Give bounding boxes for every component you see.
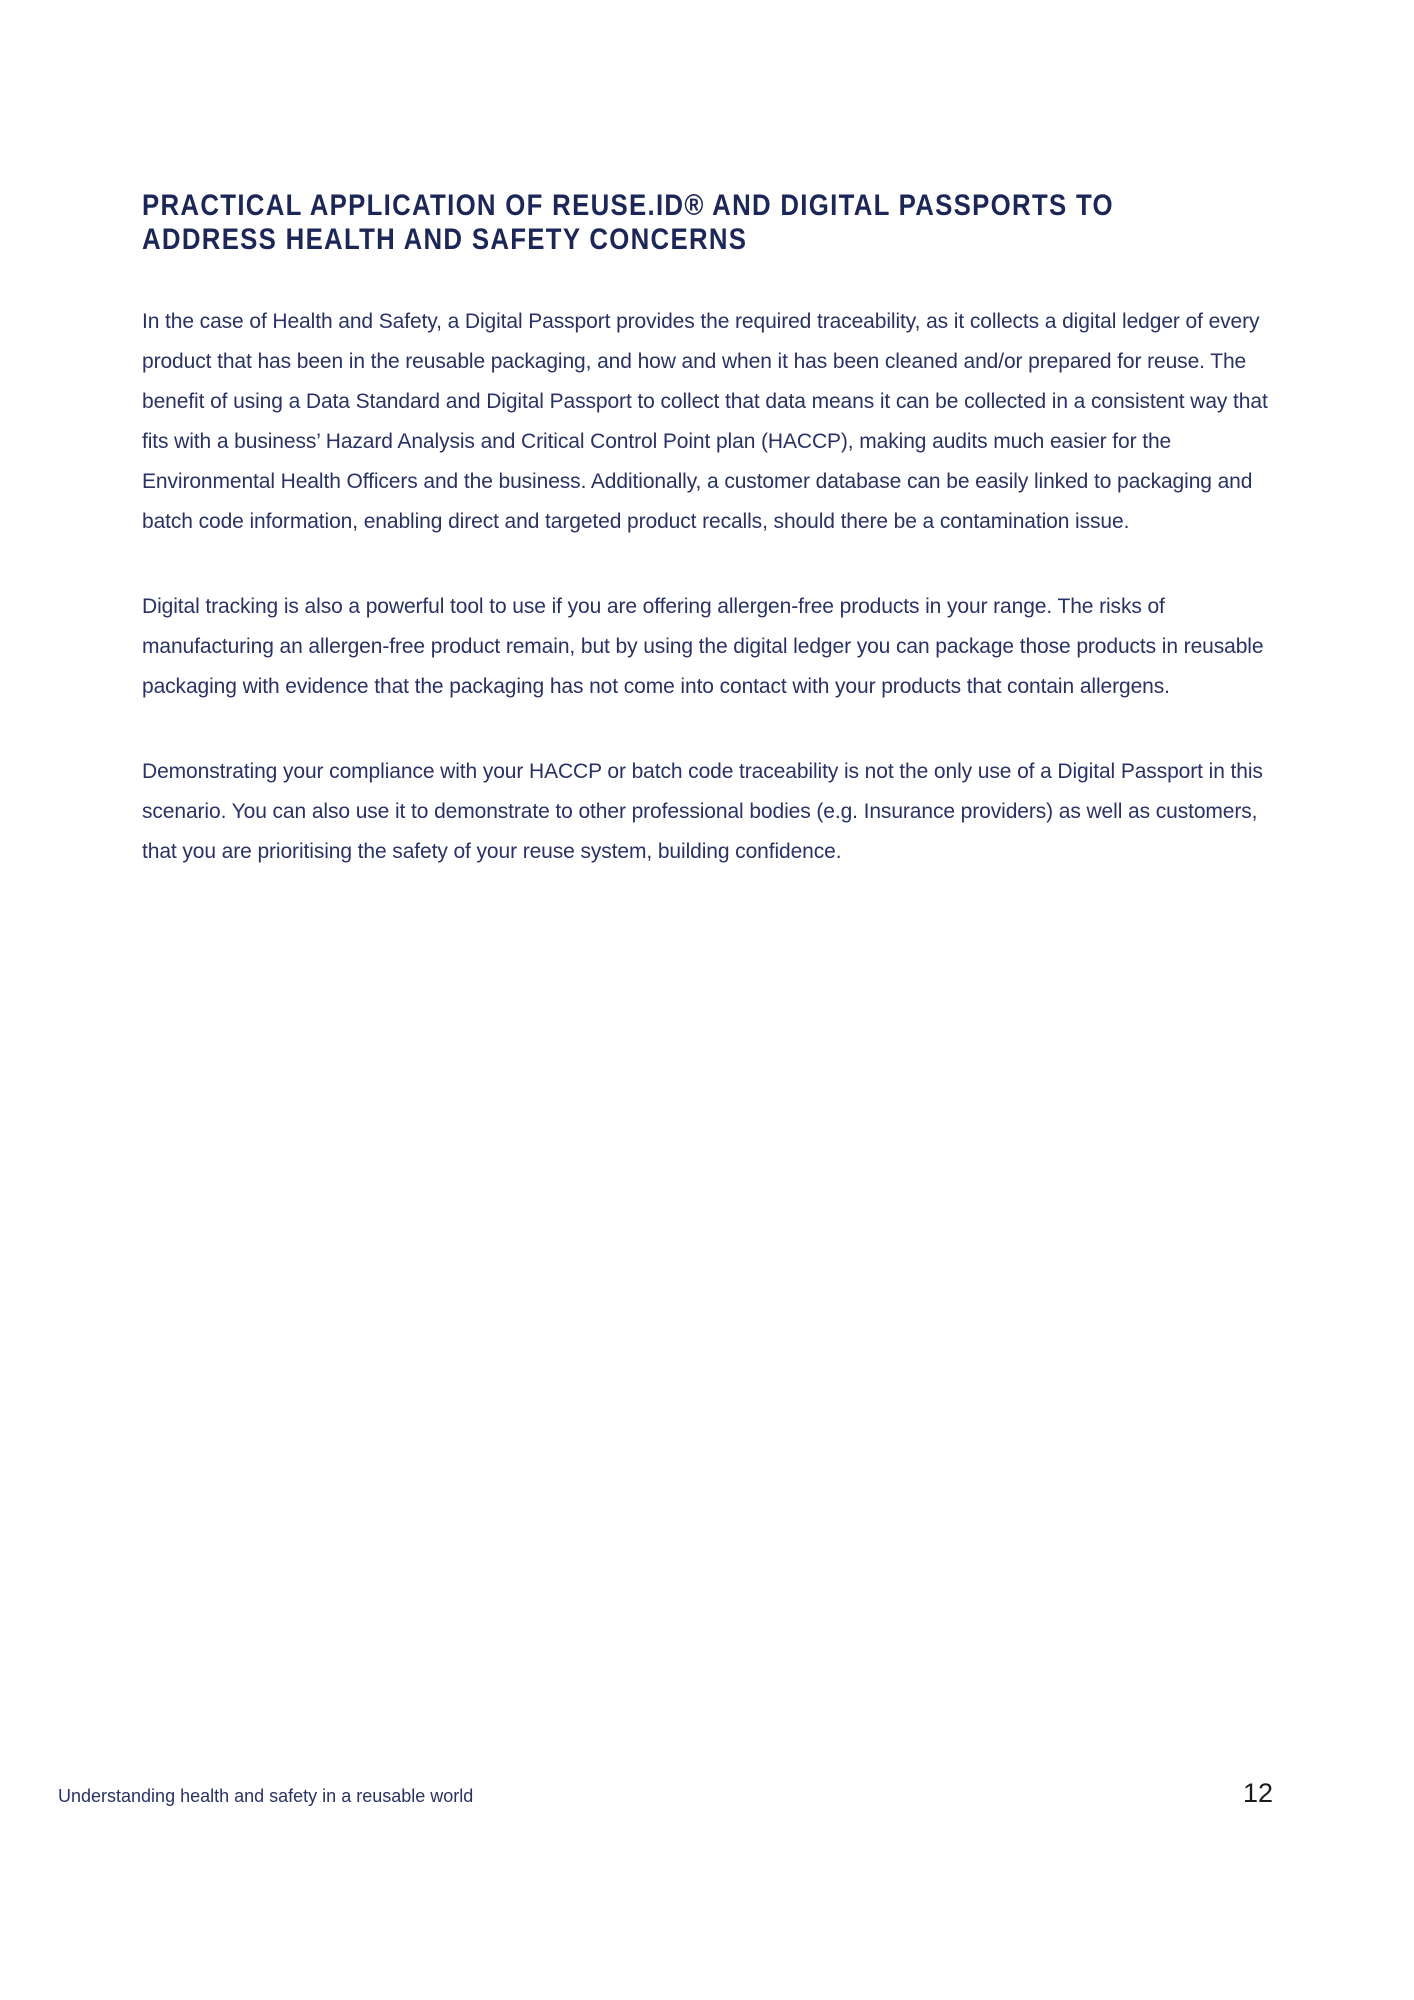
paragraph-compliance: Demonstrating your compliance with your HACCP or batch code traceability is not the only use of a Digital Passport in this scenario. You can also use it to demonstrate to other professional bodies (e.g. Insurance providers) as well as customers, that you are prioritising the safety of your reuse system, building confidence. [142,760,1263,863]
section-heading-line-2: ADDRESS HEALTH AND SAFETY CONCERNS [142,223,748,256]
page-footer [58,1778,1273,1809]
section-heading [142,189,1114,257]
paragraph-traceability: In the case of Health and Safety, a Digital Passport provides the required traceability, as it collects a digital ledger of every product that has been in the reusable packaging, and how and when it has been cleaned and/or prepared for reuse. The benefit of using a Data Standard and Digital Passport to collect that data means it can be collected in a consistent way that fits with a business’ Hazard Analysis and Critical Control Point plan (HACCP), making audits much easier for the Environmental Health Officers and the business. Additionally, a customer database can be easily linked to packaging and batch code information, enabling direct and targeted product recalls, should there be a contamination issue. [142,310,1268,533]
page-number: 12 [1242,1778,1273,1808]
footer-running-title: Understanding health and safety in a reusable world [58,1786,474,1806]
paragraph-allergen-tracking: Digital tracking is also a powerful tool to use if you are offering allergen-free products in your range. The risks of manufacturing an allergen-free product remain, but by using the digital ledger you can package those products in reusable packaging with evidence that the packaging has not come into contact with your products that contain allergens. [142,595,1264,698]
section-heading-line-1: PRACTICAL APPLICATION OF REUSE.ID® AND DIGITAL PASSPORTS TO [142,189,1114,222]
body-text [142,302,1292,917]
